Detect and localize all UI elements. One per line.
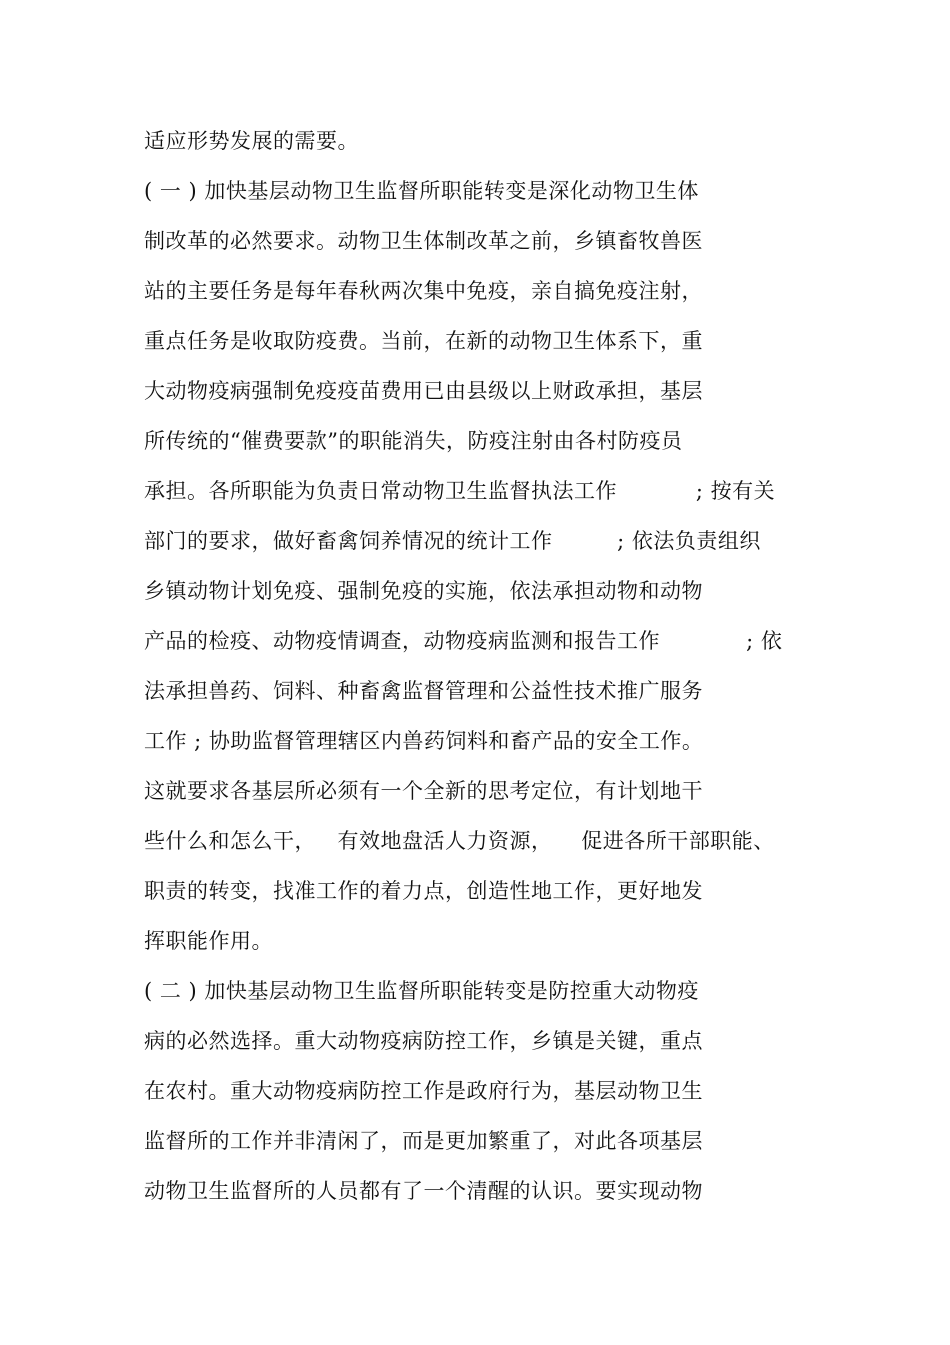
text-line: 部门的要求，做好畜禽饲养情况的统计工作 ; 依法负责组织 — [144, 529, 761, 553]
text-line: 挥职能作用。 — [144, 929, 273, 953]
text-line: 动物卫生监督所的人员都有了一个清醒的认识。要实现动物 — [144, 1179, 703, 1203]
text-line: 产品的检疫、动物疫情调查，动物疫病监测和报告工作 ; 依 — [144, 629, 783, 653]
text-line: 病的必然选择。重大动物疫病防控工作，乡镇是关键，重点 — [144, 1029, 703, 1053]
text-line: 监督所的工作并非清闲了，而是更加繁重了，对此各项基层 — [144, 1129, 703, 1153]
text-line: 这就要求各基层所必须有一个全新的思考定位，有计划地干 — [144, 779, 703, 803]
text-line: 适应形势发展的需要。 — [144, 129, 359, 153]
text-line: 职责的转变，找准工作的着力点，创造性地工作，更好地发 — [144, 879, 703, 903]
text-line: 重点任务是收取防疫费。当前，在新的动物卫生体系下，重 — [144, 329, 703, 353]
text-line: 工作 ; 协助监督管理辖区内兽药饲料和畜产品的安全工作。 — [144, 729, 704, 753]
text-line: 在农村。重大动物疫病防控工作是政府行为，基层动物卫生 — [144, 1079, 703, 1103]
text-line: 所传统的“催费要款”的职能消失，防疫注射由各村防疫员 — [144, 429, 683, 453]
text-line: ( 一 ) 加快基层动物卫生监督所职能转变是深化动物卫生体 — [144, 179, 699, 203]
text-line: 法承担兽药、饲料、种畜禽监督管理和公益性技术推广服务 — [144, 679, 703, 703]
text-line: 制改革的必然要求。动物卫生体制改革之前，乡镇畜牧兽医 — [144, 229, 703, 253]
text-line: 乡镇动物计划免疫、强制免疫的实施，依法承担动物和动物 — [144, 579, 703, 603]
text-line: 承担。各所职能为负责日常动物卫生监督执法工作 ; 按有关 — [144, 479, 776, 503]
text-line: 些什么和怎么干， 有效地盘活人力资源， 促进各所干部职能、 — [144, 829, 775, 853]
text-line: ( 二 ) 加快基层动物卫生监督所职能转变是防控重大动物疫 — [144, 979, 699, 1003]
text-line: 站的主要任务是每年春秋两次集中免疫，亲自搞免疫注射， — [144, 279, 703, 303]
text-line: 大动物疫病强制免疫疫苗费用已由县级以上财政承担，基层 — [144, 379, 703, 403]
